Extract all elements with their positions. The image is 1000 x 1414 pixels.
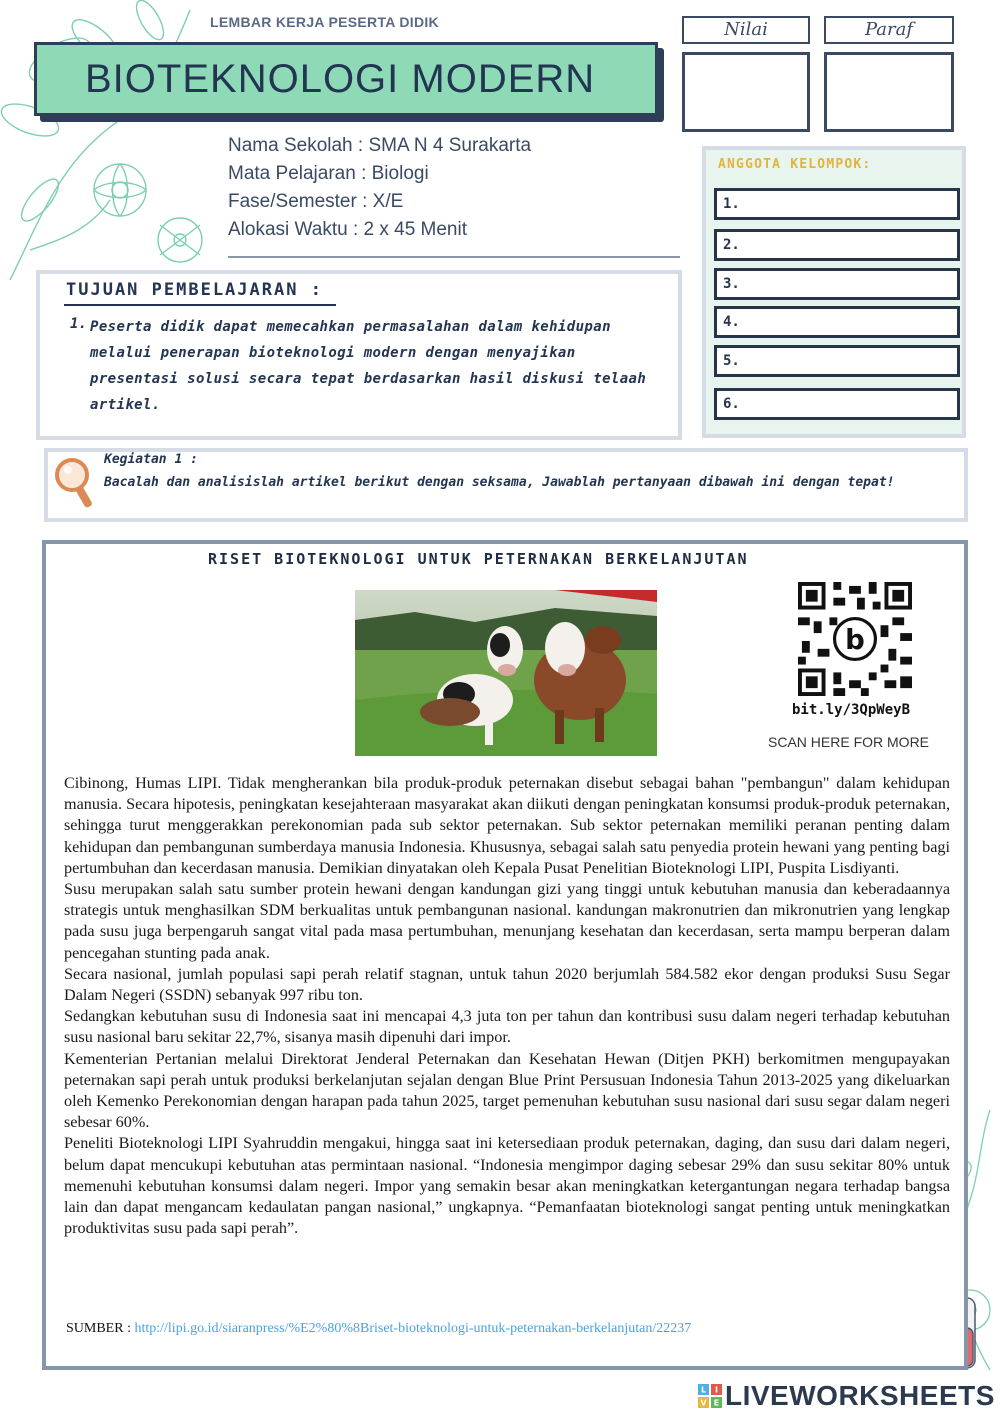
anggota-row-6[interactable]: 6.	[714, 388, 960, 420]
anggota-title: ANGGOTA KELOMPOK:	[718, 157, 872, 172]
tujuan-number: 1.	[70, 316, 87, 332]
qr-caption: SCAN HERE FOR MORE	[768, 734, 930, 750]
svg-text:b: b	[845, 623, 865, 656]
info-alokasi: Alokasi Waktu : 2 x 45 Menit	[228, 219, 468, 240]
kegiatan-instruction: Bacalah dan analisislah artikel berikut dengan seksama, Jawablah pertanyaan dibawah ini dengan tepat!	[104, 475, 895, 490]
anggota-row-1[interactable]: 1.	[714, 188, 960, 220]
tujuan-title: TUJUAN PEMBELAJARAN :	[66, 280, 323, 300]
magnifier-icon	[52, 455, 96, 513]
info-fase: Fase/Semester : X/E	[228, 191, 404, 212]
tujuan-text: Peserta didik dapat memecahkan permasalahan dalam kehidupan melalui penerapan bioteknologi modern dengan menyajikan presentasi solusi secara tepat berdasarkan hasil diskusi telaah artikel.	[90, 319, 647, 413]
source-citation	[66, 1321, 691, 1337]
mini-letter: L	[700, 1385, 707, 1395]
source-link[interactable]: http://lipi.go.id/siaranpress/%E2%80%8Briset-bioteknologi-untuk-peternakan-berkelanjutan/22237	[134, 1321, 692, 1336]
cows-photo	[355, 590, 657, 756]
mini-letter: V	[700, 1398, 707, 1408]
article-title: RISET BIOTEKNOLOGI UNTUK PETERNAKAN BERKELANJUTAN	[208, 550, 749, 568]
article-paragraph: Secara nasional, jumlah populasi sapi perah relatif stagnan, untuk tahun 2020 berjumlah 584.582 ekor dengan produksi Susu Segar Dalam Negeri (SSDN) sebanyak 997 ribu ton.	[64, 964, 950, 1005]
source-label: SUMBER :	[66, 1321, 131, 1336]
article-paragraph: Peneliti Bioteknologi LIPI Syahruddin mengakui, hingga saat ini ketersediaan produk peternakan, daging, dan susu dari dalam negeri, belum dapat mencukupi kebutuhan atas permintaan nasional. “Indonesia mengimpor daging sebesar 29% dan susu sekitar 80% untuk memenuhi kebutuhan konsumsi dalam negeri. Impor yang semakin besar akan meningkatkan ketergantungan negara terhadap bangsa lain dan dapat mengancam kedaulatan pangan nasional,” ungkapnya. “Pemanfaatan bioteknologi sangat penting untuk meningkatkan produktivitas susu pada sapi perah”.	[64, 1134, 950, 1238]
anggota-row-3[interactable]: 3.	[714, 268, 960, 300]
mini-letter: E	[713, 1398, 720, 1408]
nilai-input-box[interactable]	[682, 52, 810, 132]
page-title: BIOTEKNOLOGI MODERN	[85, 56, 596, 101]
article-body	[64, 773, 950, 1239]
article-paragraph: Kementerian Pertanian melalui Direktorat Jenderal Peternakan dan Kesehatan Hewan (Ditjen PKH) berkomitmen mengupayakan peternakan sapi perah untuk produksi berkelanjutan sejalan dengan Blue Print Persusuan Indonesia Tahun 2013-2025 yang dikeluarkan oleh Kemenko Perekonomian dengan harapan pada tahun 2025, target pemenuhan kebutuhan susu nasional dari susu segar dalam negeri sebesar 60%.	[64, 1049, 950, 1132]
school-info	[228, 132, 531, 244]
info-divider	[228, 256, 680, 258]
anggota-row-5[interactable]: 5.	[714, 345, 960, 377]
info-sekolah: Nama Sekolah : SMA N 4 Surakarta	[228, 135, 532, 156]
qr-code[interactable]	[798, 582, 912, 696]
tujuan-underline	[64, 304, 336, 306]
paraf-input-box[interactable]	[824, 52, 954, 132]
mini-letter: I	[715, 1385, 718, 1395]
liveworksheets-logo[interactable]	[698, 1380, 995, 1412]
article-paragraph: Cibinong, Humas LIPI. Tidak mengherankan bila produk-produk peternakan disebut sebagai bahan "pembangun" dalam kehidupan manusia. Secara hipotesis, peningkatan kesejahteraan masyarakat akan diikuti dengan peningkatan konsumsi produk-produk peternakan, sehingga turut menggerakkan perekonomian pada sub sektor peternakan. Sub sektor peternakan memiliki peranan penting dalam kehidupan dan pembangunan sumberdaya manusia Indonesia. Khususnya, sebagai salah satu penyedia protein hewani yang penting bagi pertumbuhan dan kecerdasan manusia. Demikian dinyatakan oleh Kepala Pusat Penelitian Bioteknologi LIPI, Puspita Lisdiyanti.	[64, 774, 950, 877]
article-paragraph: Sedangkan kebutuhan susu di Indonesia saat ini mencapai 4,3 juta ton per tahun dan kontribusi susu dalam negeri terhadap kebutuhan susu nasional baru sekitar 22,7%, sisanya masih dipenuhi dari impor.	[64, 1007, 950, 1047]
liveworksheets-brand: LIVEWORKSHEETS	[725, 1380, 995, 1411]
article-paragraph: Susu merupakan salah satu sumber protein hewani dengan kandungan gizi yang tinggi untuk kebutuhan manusia dan keberadaannya strategis untuk menghasilkan SDM berkualitas untuk pembangunan nasional. kandungan makronutrien dan mikronutrien yang lengkap pada susu juga berpengaruh sangat vital pada masa pertumbuhan, menunjang kesehatan dan kecerdasan, serta mampu berperan dalam pencegahan stunting pada anak.	[64, 880, 950, 962]
worksheet-kicker: LEMBAR KERJA PESERTA DIDIK	[210, 14, 439, 30]
liveworksheets-mini-icon	[698, 1384, 722, 1408]
anggota-row-2[interactable]: 2.	[714, 229, 960, 261]
anggota-row-4[interactable]: 4.	[714, 306, 960, 338]
nilai-label: Nilai	[682, 16, 810, 44]
title-banner	[34, 42, 658, 116]
paraf-label: Paraf	[824, 16, 954, 44]
kegiatan-label: Kegiatan 1 :	[104, 452, 198, 467]
qr-short-link[interactable]: bit.ly/3QpWeyB	[792, 702, 911, 718]
info-mapel: Mata Pelajaran : Biologi	[228, 163, 429, 184]
